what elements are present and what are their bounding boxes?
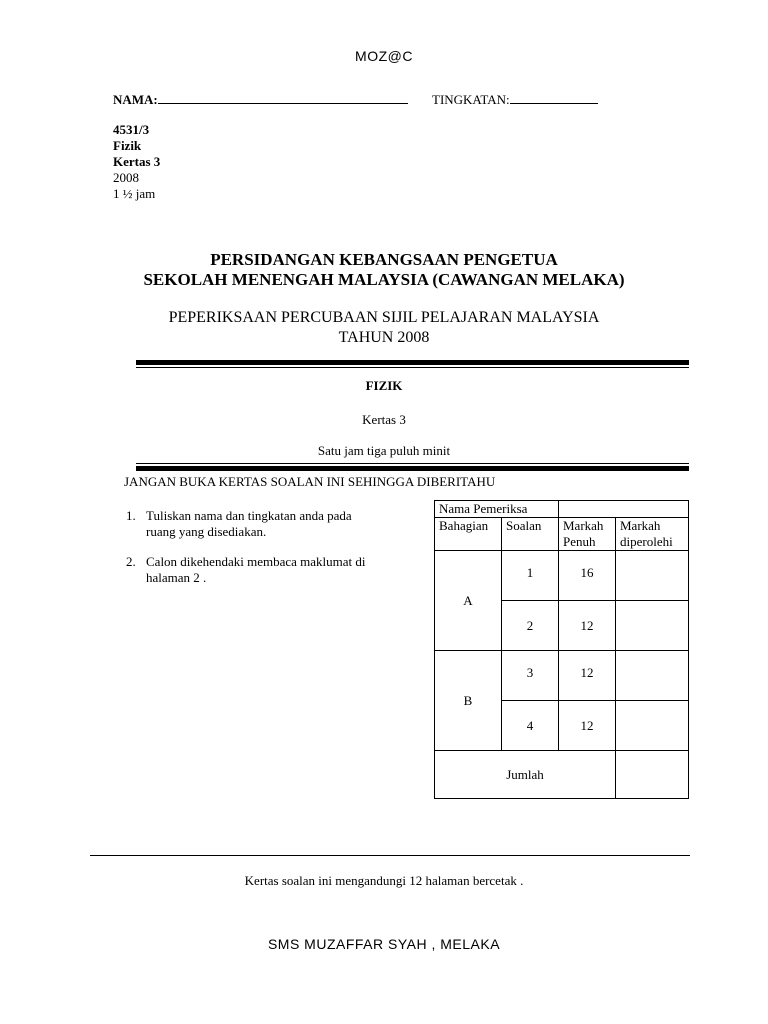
soalan-cell: 2 bbox=[502, 601, 559, 651]
cover-duration: Satu jam tiga puluh minit bbox=[317, 443, 451, 458]
table-row bbox=[435, 651, 689, 701]
divider-bottom bbox=[90, 855, 690, 856]
paper-duration: 1 ½ jam bbox=[113, 186, 156, 201]
tingkatan-blank-line[interactable] bbox=[510, 90, 598, 104]
section-b-label: B bbox=[463, 692, 473, 708]
table-row bbox=[435, 751, 689, 799]
paper-year: 2008 bbox=[113, 170, 139, 185]
divider-thin-mid bbox=[136, 463, 689, 464]
exam-title-line2: TAHUN 2008 bbox=[338, 329, 430, 346]
instructions bbox=[120, 508, 380, 600]
diperolehi-cell[interactable] bbox=[616, 701, 689, 751]
soalan-cell: 3 bbox=[502, 651, 559, 701]
col-header-markah-penuh: Markah Penuh bbox=[559, 518, 616, 551]
examiner-label: Nama Pemeriksa bbox=[435, 501, 559, 518]
org-title-line1: PERSIDANGAN KEBANGSAAN PENGETUA bbox=[210, 250, 558, 269]
cover-paper: Kertas 3 bbox=[362, 412, 406, 427]
org-title-line2: SEKOLAH MENENGAH MALAYSIA (CAWANGAN MELAKA) bbox=[143, 270, 625, 289]
penuh-cell: 12 bbox=[559, 651, 616, 701]
col-header-bahagian: Bahagian bbox=[435, 518, 502, 551]
header-label: MOZ@C bbox=[355, 48, 413, 64]
nama-field bbox=[113, 90, 408, 108]
col-header-soalan: Soalan bbox=[502, 518, 559, 551]
penuh-cell: 12 bbox=[559, 601, 616, 651]
nama-blank-line[interactable] bbox=[158, 90, 408, 104]
divider-thick-mid bbox=[136, 466, 689, 471]
col-header-markah-diperolehi: Markah diperolehi bbox=[616, 518, 689, 551]
divider-thick-top bbox=[136, 360, 689, 365]
table-row bbox=[435, 551, 689, 601]
marks-table bbox=[434, 500, 689, 799]
paper-number: Kertas 3 bbox=[113, 154, 161, 169]
instruction-item bbox=[120, 554, 380, 586]
instruction-number: 1. bbox=[126, 508, 136, 523]
total-label: Jumlah bbox=[435, 751, 616, 799]
divider-thin-top bbox=[136, 367, 689, 368]
penuh-cell: 12 bbox=[559, 701, 616, 751]
diperolehi-cell[interactable] bbox=[616, 551, 689, 601]
soalan-cell: 1 bbox=[502, 551, 559, 601]
warning-text: JANGAN BUKA KERTAS SOALAN INI SEHINGGA DIBERITAHU bbox=[124, 474, 496, 489]
instruction-number: 2. bbox=[126, 554, 136, 569]
exam-title-line1: PEPERIKSAAN PERCUBAAN SIJIL PELAJARAN MALAYSIA bbox=[168, 309, 600, 326]
examiner-name-cell[interactable] bbox=[559, 501, 689, 518]
diperolehi-cell[interactable] bbox=[616, 601, 689, 651]
soalan-cell: 4 bbox=[502, 701, 559, 751]
total-cell[interactable] bbox=[616, 751, 689, 799]
paper-code: 4531/3 bbox=[113, 122, 150, 137]
section-b-cell bbox=[435, 651, 502, 751]
nama-label: NAMA: bbox=[113, 92, 158, 107]
instruction-item bbox=[120, 508, 380, 540]
instruction-text: Calon dikehendaki membaca maklumat di halaman 2 . bbox=[146, 554, 366, 585]
instruction-text: Tuliskan nama dan tingkatan anda pada ruang yang disediakan. bbox=[146, 508, 352, 539]
penuh-cell: 16 bbox=[559, 551, 616, 601]
section-a-label: A bbox=[463, 592, 473, 608]
diperolehi-cell[interactable] bbox=[616, 651, 689, 701]
table-row bbox=[435, 518, 689, 551]
table-row bbox=[435, 501, 689, 518]
cover-subject: FIZIK bbox=[365, 378, 403, 393]
school-name: SMS MUZAFFAR SYAH , MELAKA bbox=[267, 936, 501, 952]
section-a-cell bbox=[435, 551, 502, 651]
tingkatan-label: TINGKATAN: bbox=[432, 92, 510, 107]
paper-info bbox=[113, 122, 160, 202]
pages-note: Kertas soalan ini mengandungi 12 halaman bercetak . bbox=[244, 873, 524, 888]
tingkatan-field bbox=[432, 90, 598, 108]
paper-subject: Fizik bbox=[113, 138, 142, 153]
